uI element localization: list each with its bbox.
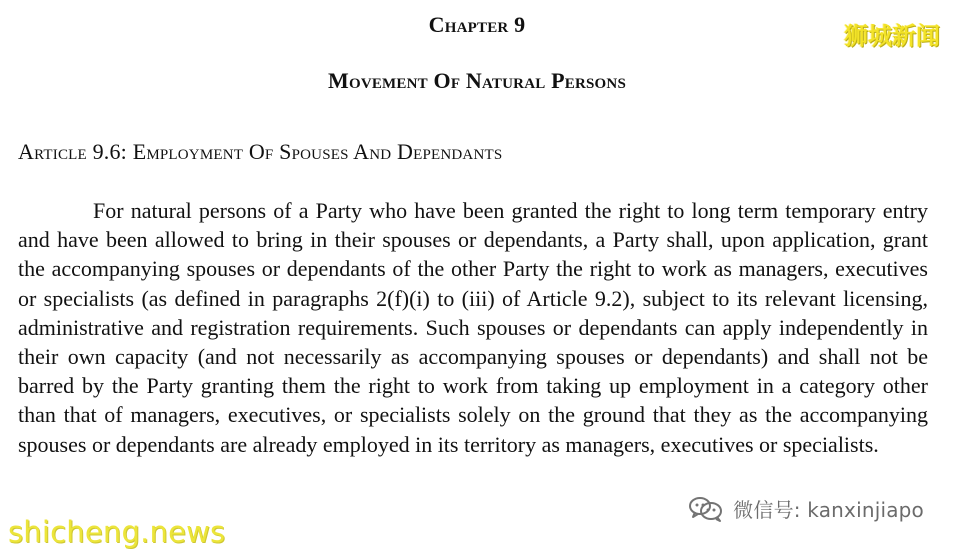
chapter-number: Chapter 9 <box>428 12 526 37</box>
article-body: For natural persons of a Party who have been granted the right to long term temporary entry and have been allowed to bring in their spouses or dependants, a Party shall, upon application, grant the accompanying spouses or dependants of the other Party the right to work as managers, executives or specialists (as defined in paragraphs 2(f)(i) to (iii) of Article 9.2), subject to its relevant licensing, administrative and registration requirements. Such spouses or dependants can apply independently in their own capacity (and not necessarily as accompanying spouses or dependants) and shall not be barred by the Party granting them the right to work from taking up employment in a category other than that of managers, executives, or specialists solely on the ground that they as the accompanying spouses or dependants are already employed in its territory as managers, executives or specialists. <box>18 198 928 457</box>
bottom-left-watermark: shicheng.news <box>8 515 226 549</box>
wechat-icon <box>687 496 725 522</box>
wechat-label: 微信号: kanxinjiapo <box>733 498 924 522</box>
wechat-watermark <box>687 494 924 523</box>
top-right-watermark: 狮城新闻 <box>844 22 940 50</box>
chapter-title: Movement Of Natural Persons <box>327 68 627 93</box>
article-heading: Article 9.6: Employment Of Spouses And Dependants <box>18 139 503 164</box>
